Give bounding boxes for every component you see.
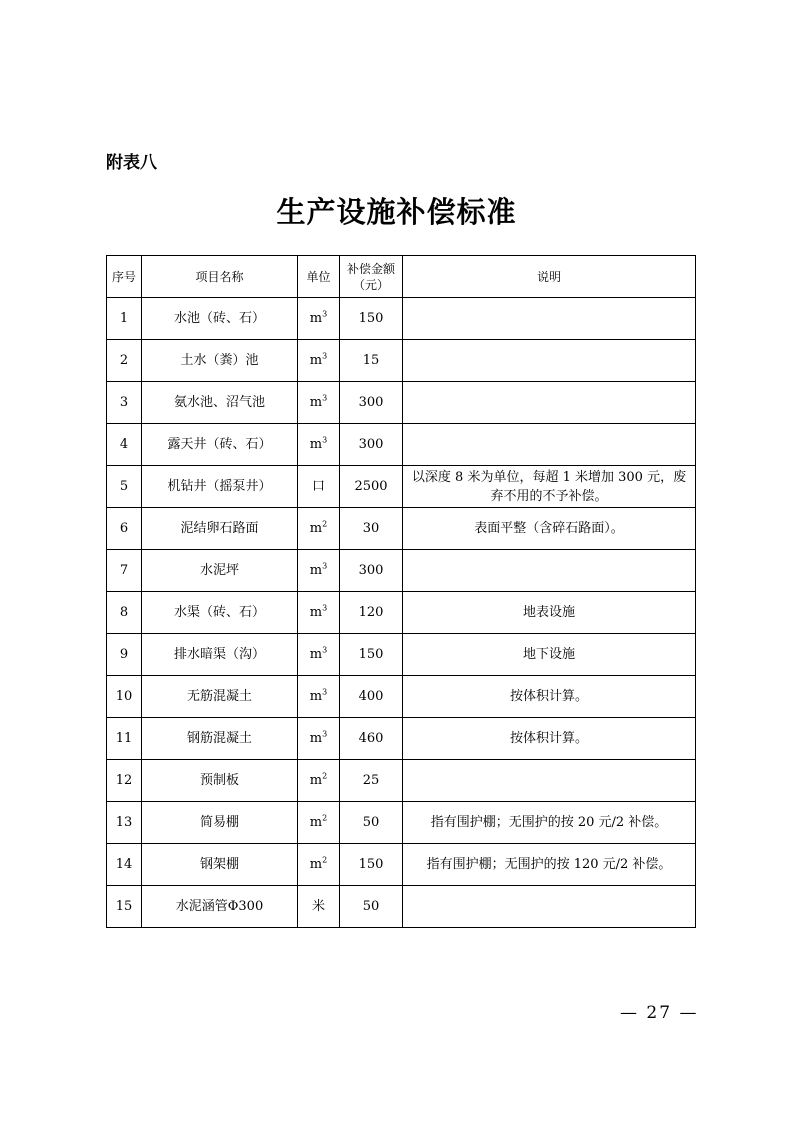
unit-base: m xyxy=(309,773,323,788)
row-item-name: 钢筋混凝土 xyxy=(142,718,298,760)
row-unit xyxy=(298,340,340,382)
row-amount: 150 xyxy=(340,634,403,676)
row-item-name: 预制板 xyxy=(142,760,298,802)
row-item-name: 水泥涵管Φ300 xyxy=(142,886,298,928)
row-item-name: 无筋混凝土 xyxy=(142,676,298,718)
row-unit xyxy=(298,508,340,550)
row-item-name: 钢架棚 xyxy=(142,844,298,886)
header-note: 说明 xyxy=(403,256,696,298)
unit-exponent: 3 xyxy=(322,645,328,655)
row-note: 以深度 8 米为单位，每超 1 米增加 300 元，废弃不用的不予补偿。 xyxy=(403,466,696,508)
row-amount: 50 xyxy=(340,802,403,844)
unit-base: m xyxy=(309,731,323,746)
row-unit xyxy=(298,634,340,676)
table-row xyxy=(107,424,696,466)
unit-base: m xyxy=(309,437,323,452)
row-unit xyxy=(298,550,340,592)
row-number: 9 xyxy=(107,634,142,676)
row-note xyxy=(403,298,696,340)
row-unit xyxy=(298,760,340,802)
table-row xyxy=(107,844,696,886)
row-amount: 120 xyxy=(340,592,403,634)
table-row xyxy=(107,550,696,592)
row-item-name: 水泥坪 xyxy=(142,550,298,592)
row-amount: 50 xyxy=(340,886,403,928)
compensation-table xyxy=(106,255,696,928)
row-amount: 460 xyxy=(340,718,403,760)
row-note: 指有围护棚；无围护的按 120 元/2 补偿。 xyxy=(403,844,696,886)
table-row xyxy=(107,298,696,340)
appendix-label: 附表八 xyxy=(106,153,157,173)
row-unit xyxy=(298,802,340,844)
row-number: 10 xyxy=(107,676,142,718)
unit-base: m xyxy=(309,647,323,662)
row-item-name: 排水暗渠（沟） xyxy=(142,634,298,676)
page-title: 生产设施补偿标准 xyxy=(276,195,517,229)
row-note: 指有围护棚；无围护的按 20 元/2 补偿。 xyxy=(403,802,696,844)
row-number: 8 xyxy=(107,592,142,634)
header-amount: 补偿金额（元） xyxy=(340,256,403,298)
row-amount: 25 xyxy=(340,760,403,802)
unit-exponent: 3 xyxy=(322,435,328,445)
table-row xyxy=(107,802,696,844)
table-row xyxy=(107,382,696,424)
row-item-name: 水渠（砖、石） xyxy=(142,592,298,634)
row-unit xyxy=(298,886,340,928)
row-unit xyxy=(298,424,340,466)
row-unit xyxy=(298,592,340,634)
unit-base: m xyxy=(309,521,323,536)
unit-exponent: 3 xyxy=(322,351,328,361)
unit-exponent: 2 xyxy=(322,813,328,823)
unit-exponent: 2 xyxy=(322,855,328,865)
unit-exponent: 2 xyxy=(322,771,328,781)
table-header-row xyxy=(107,256,696,298)
row-amount: 300 xyxy=(340,424,403,466)
row-note xyxy=(403,760,696,802)
unit-exponent: 3 xyxy=(322,603,328,613)
row-amount: 2500 xyxy=(340,466,403,508)
row-note: 按体积计算。 xyxy=(403,718,696,760)
row-amount: 150 xyxy=(340,298,403,340)
unit-base: m xyxy=(309,815,323,830)
row-number: 15 xyxy=(107,886,142,928)
row-number: 1 xyxy=(107,298,142,340)
unit-base: m xyxy=(309,563,323,578)
table-row xyxy=(107,718,696,760)
row-item-name: 泥结卵石路面 xyxy=(142,508,298,550)
row-note xyxy=(403,340,696,382)
row-item-name: 简易棚 xyxy=(142,802,298,844)
header-no: 序号 xyxy=(107,256,142,298)
row-item-name: 氨水池、沼气池 xyxy=(142,382,298,424)
unit-base: m xyxy=(309,311,323,326)
row-note xyxy=(403,382,696,424)
unit-exponent: 3 xyxy=(322,687,328,697)
row-unit xyxy=(298,718,340,760)
row-note xyxy=(403,886,696,928)
row-note: 地下设施 xyxy=(403,634,696,676)
row-note xyxy=(403,424,696,466)
row-amount: 15 xyxy=(340,340,403,382)
row-number: 12 xyxy=(107,760,142,802)
row-number: 4 xyxy=(107,424,142,466)
row-note xyxy=(403,550,696,592)
row-number: 2 xyxy=(107,340,142,382)
unit-base: 口 xyxy=(311,479,325,494)
unit-exponent: 3 xyxy=(322,729,328,739)
row-number: 11 xyxy=(107,718,142,760)
row-item-name: 机钻井（摇泵井） xyxy=(142,466,298,508)
row-unit xyxy=(298,298,340,340)
row-unit xyxy=(298,844,340,886)
row-number: 14 xyxy=(107,844,142,886)
row-item-name: 水池（砖、石） xyxy=(142,298,298,340)
row-number: 6 xyxy=(107,508,142,550)
row-unit xyxy=(298,382,340,424)
table-row xyxy=(107,676,696,718)
row-amount: 300 xyxy=(340,550,403,592)
row-number: 5 xyxy=(107,466,142,508)
row-item-name: 土水（粪）池 xyxy=(142,340,298,382)
unit-exponent: 3 xyxy=(322,561,328,571)
row-amount: 400 xyxy=(340,676,403,718)
unit-base: m xyxy=(309,857,323,872)
unit-base: m xyxy=(309,689,323,704)
page-number: — 27 — xyxy=(620,1003,699,1023)
row-number: 7 xyxy=(107,550,142,592)
row-unit xyxy=(298,466,340,508)
unit-base: m xyxy=(309,353,323,368)
table-row xyxy=(107,466,696,508)
header-name: 项目名称 xyxy=(142,256,298,298)
table-row xyxy=(107,760,696,802)
row-amount: 150 xyxy=(340,844,403,886)
row-note: 按体积计算。 xyxy=(403,676,696,718)
row-unit xyxy=(298,676,340,718)
table-row xyxy=(107,508,696,550)
unit-base: m xyxy=(309,395,323,410)
row-number: 3 xyxy=(107,382,142,424)
table-row xyxy=(107,886,696,928)
row-note: 表面平整（含碎石路面）。 xyxy=(403,508,696,550)
table-row xyxy=(107,634,696,676)
table-row xyxy=(107,340,696,382)
unit-base: m xyxy=(309,605,323,620)
row-amount: 30 xyxy=(340,508,403,550)
row-amount: 300 xyxy=(340,382,403,424)
unit-exponent: 3 xyxy=(322,393,328,403)
unit-exponent: 3 xyxy=(322,309,328,319)
row-item-name: 露天井（砖、石） xyxy=(142,424,298,466)
header-unit: 单位 xyxy=(298,256,340,298)
row-number: 13 xyxy=(107,802,142,844)
unit-exponent: 2 xyxy=(322,519,328,529)
row-note: 地表设施 xyxy=(403,592,696,634)
table-row xyxy=(107,592,696,634)
unit-base: 米 xyxy=(311,899,325,914)
